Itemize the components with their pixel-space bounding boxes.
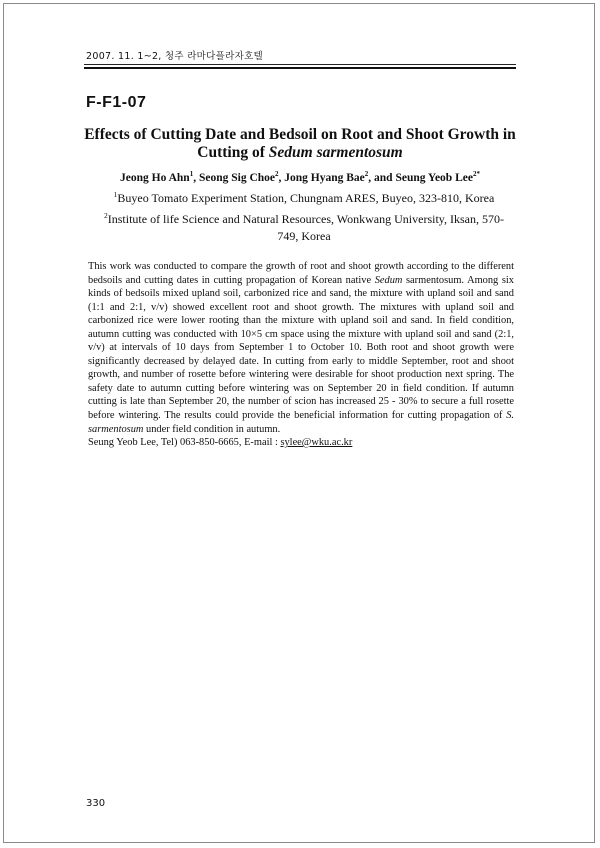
- author-affiliation-mark: 2: [275, 170, 279, 178]
- header-rule: [84, 64, 516, 69]
- paper-code: F-F1-07: [86, 94, 147, 111]
- affiliation-mark: 2: [103, 211, 108, 220]
- email-link[interactable]: sylee@wku.ac.kr: [280, 437, 353, 448]
- affiliation-2: Institute of life Science and Natural Resources, Wonkwang University, Iksan, 570-749, Korea: [107, 212, 504, 243]
- contact-line: [88, 437, 352, 448]
- author-separator: ,: [278, 171, 285, 184]
- author-name: Seung Yeob Lee: [395, 171, 473, 184]
- author-separator: , and: [368, 171, 396, 184]
- affiliation-mark: 1: [113, 190, 118, 199]
- title-line-2: [70, 144, 530, 162]
- author-affiliation-mark: 2*: [472, 170, 480, 178]
- author-name: Jeong Ho Ahn: [120, 171, 190, 184]
- author-affiliation-mark: 1: [189, 170, 194, 178]
- running-header: 2007. 11. 1~2, 청주 라마다플라자호텔: [86, 51, 264, 62]
- author-separator: ,: [193, 171, 199, 184]
- page-number: 330: [86, 798, 106, 809]
- abstract-text: This work was conducted to compare the growth of root and shoot growth according to the different bedsoils and cutting dates in cutting propagation of Korean native: [88, 261, 514, 286]
- title-species-name: Sedum sarmentosum: [268, 144, 403, 161]
- abstract-text: under field condition in autumn.: [143, 423, 281, 435]
- abstract-italic-species: S. sarmentosum: [88, 410, 514, 435]
- title-line-1: Effects of Cutting Date and Bedsoil on Root and Shoot Growth in: [84, 126, 516, 143]
- abstract-body: [88, 260, 514, 436]
- author-name: Seong Sig Choe: [198, 171, 275, 184]
- abstract-text: sarmentosum. Among six kinds of bedsoils mixed upland soil, carbonized rice and sand, the mixture with upland soil and sand (1:1 and 2:1, v/v) showed excellent root and shoot growth. The mixtures with upland soil and carbonized rice were lower rooting than the mixture with upland soil and sand. In field condition, autumn cutting was conducted with 10×5 cm space using the mixture with upland soil and sand (2:1, v/v) at intervals of 10 days from September 1 to October 10. Both root and shoot growth were significantly decreased by delayed date. In cutting from early to middle September, root and shoot growth, and number of rosette before wintering were desirable for shoot production next spring. The safety date to autumn cutting before wintering was on September 20 in field condition. If autumn cutting is late than September 20, the number of scion has increased 25 - 30% to secure a full rosette before wintering. The results could provide the beneficial information for cutting propagation of: [88, 274, 514, 422]
- title-line-2-prefix: Cutting of: [197, 144, 269, 161]
- paper-title: [70, 126, 530, 162]
- contact-prefix: Seung Yeob Lee, Tel) 063-850-6665, E-mail :: [88, 437, 281, 448]
- author-affiliation-mark: 2: [364, 170, 369, 178]
- affiliation-1: Buyeo Tomato Experiment Station, Chungnam ARES, Buyeo, 323-810, Korea: [117, 191, 495, 205]
- abstract-italic-genus: Sedum: [374, 274, 403, 286]
- affiliations: [96, 186, 512, 245]
- author-name: Jong Hyang Bae: [284, 171, 365, 184]
- author-list: [70, 170, 530, 184]
